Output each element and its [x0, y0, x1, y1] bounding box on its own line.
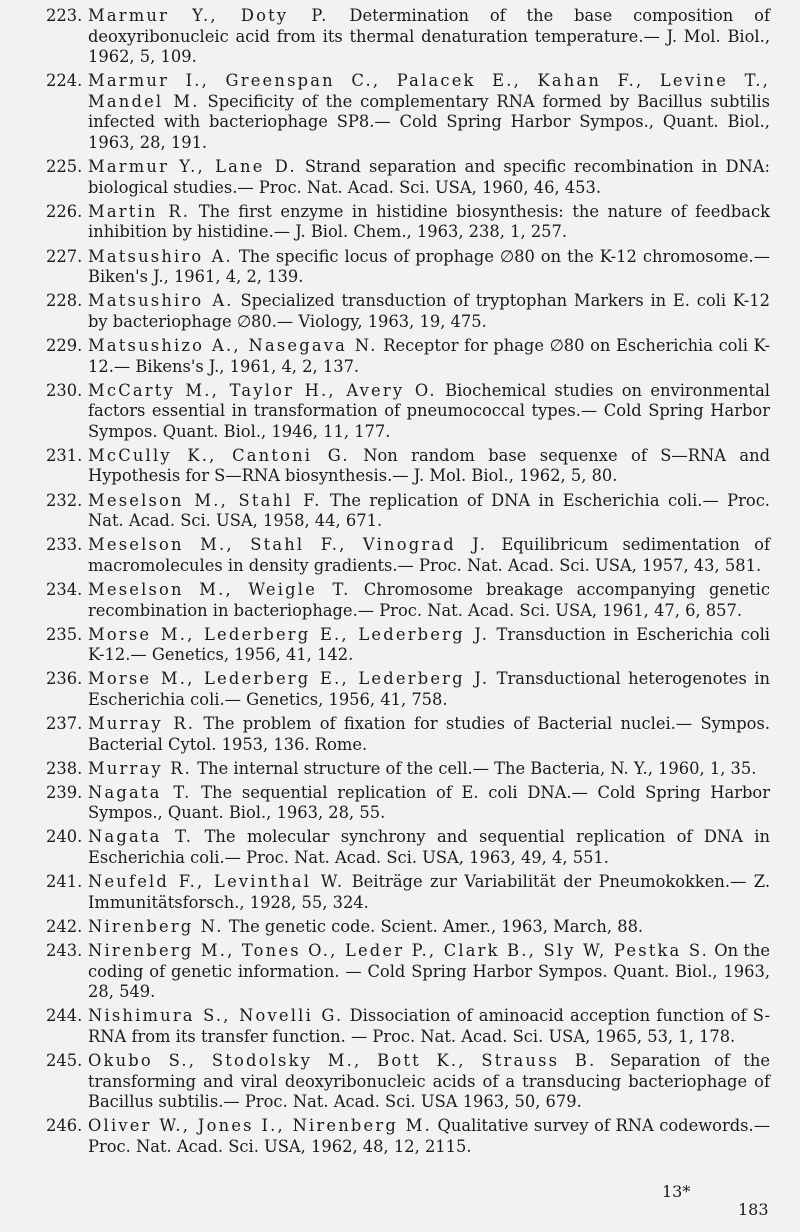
- reference-citation: The replication of DNA in Escherichia coli.— Proc. Nat. Acad. Sci. USA, 1958, 44, 671.: [88, 490, 770, 531]
- reference-citation: Equilibricum sedimentation of macromolecules in density gradients.— Proc. Nat. Acad. Sci. USA, 1957, 43, 581.: [88, 535, 770, 575]
- reference-entry: [46, 335, 770, 377]
- reference-citation: Specificity of the complementary RNA formed by Bacillus subtilis infected with bacteriophage SP8.— Cold Spring Harbor Sympos., Quant. Biol., 1963, 28, 191.: [88, 91, 770, 153]
- reference-authors: Martin R.: [88, 201, 191, 221]
- reference-citation: Non random base sequenxe of S—RNA and Hypothesis for S—RNA biosynthesis.— J. Mol. Biol., 1962, 5, 80.: [88, 445, 771, 486]
- reference-number: 227.: [46, 246, 83, 266]
- reference-number: 226.: [46, 201, 83, 221]
- reference-citation: The first enzyme in histidine biosynthesis: the nature of feedback inhibition by histidine.— J. Biol. Chem., 1963, 238, 1, 257.: [88, 201, 770, 242]
- reference-entry: [46, 916, 770, 938]
- reference-authors: Nirenberg M., Tones O., Leder P., Clark B., Sly W, Pestka S.: [88, 940, 710, 960]
- reference-entry: [46, 758, 770, 780]
- reference-citation: The specific locus of prophage ∅80 on the K-12 chromosome.— Biken's J., 1961, 4, 2, 139.: [88, 246, 770, 287]
- reference-number: 244.: [46, 1006, 83, 1026]
- reference-entry: [46, 782, 770, 824]
- reference-authors: Morse M., Lederberg E., Lederberg J.: [88, 669, 490, 689]
- reference-entry: [46, 1116, 770, 1157]
- reference-number: 231.: [46, 445, 83, 465]
- reference-entry: [46, 579, 771, 621]
- reference-entry: [46, 291, 770, 332]
- reference-authors: Okubo S., Stodolsky M., Bott K., Strauss B.: [88, 1050, 597, 1070]
- reference-authors: Matsushizo A., Nasegava N.: [88, 335, 378, 355]
- reference-citation: Qualitative survey of RNA codewords.— Proc. Nat. Acad. Sci. USA, 1962, 48, 12, 2115.: [88, 1116, 770, 1156]
- reference-entry: [46, 624, 770, 666]
- reference-number: 237.: [46, 714, 83, 733]
- reference-entry: [46, 669, 770, 710]
- reference-number: 233.: [46, 535, 83, 555]
- reference-entry: [46, 6, 770, 68]
- reference-number: 245.: [46, 1050, 83, 1070]
- reference-authors: Matsushiro A.: [88, 246, 233, 266]
- reference-entry: [46, 714, 770, 755]
- reference-citation: The molecular synchrony and sequential replication of DNA in Escherichia coli.— Proc. Nat. Acad. Sci. USA, 1963, 49, 4, 551.: [88, 827, 770, 868]
- reference-authors: Nishimura S., Novelli G.: [88, 1006, 344, 1026]
- reference-citation: Biochemical studies on environmental factors essential in transformation of pneumococcal types.— Cold Spring Harbor Sympos. Quant. Biol., 1946, 11, 177.: [88, 380, 770, 441]
- reference-number: 240.: [46, 827, 83, 847]
- reference-list: [46, 6, 771, 1157]
- reference-entry: [46, 71, 770, 153]
- reference-entry: [46, 940, 770, 1003]
- reference-authors: Oliver W., Jones I., Nirenberg M.: [88, 1116, 432, 1136]
- reference-number: 224.: [46, 71, 83, 91]
- reference-citation: The problem of fixation for studies of Bacterial nuclei.— Sympos. Bacterial Cytol. 1953, 136. Rome.: [88, 714, 770, 754]
- reference-authors: Marmur Y., Doty P.: [88, 6, 329, 25]
- reference-authors: Meselson M., Stahl F.: [88, 490, 322, 510]
- reference-authors: Neufeld F., Levinthal W.: [88, 872, 345, 892]
- reference-authors: Murray R.: [88, 758, 193, 778]
- reference-authors: McCully K., Cantoni G.: [88, 445, 350, 465]
- reference-authors: Meselson M., Weigle T.: [88, 579, 351, 599]
- reference-entry: [46, 535, 770, 576]
- reference-citation: Transductional heterogenotes in Escherichia coli.— Genetics, 1956, 41, 758.: [88, 669, 770, 709]
- reference-citation: Determination of the base composition of deoxyribonucleic acid from its thermal denaturation temperature.— J. Mol. Biol., 1962, 5, 109.: [88, 6, 770, 67]
- reference-number: 228.: [46, 291, 83, 311]
- reference-authors: Nagata T.: [88, 782, 192, 802]
- reference-entry: [46, 872, 770, 913]
- reference-number: 230.: [46, 380, 83, 400]
- reference-number: 225.: [46, 157, 83, 177]
- reference-entry: [46, 490, 770, 532]
- reference-entry: [46, 201, 770, 243]
- reference-citation: On the coding of genetic information. — Cold Spring Harbor Sympos. Quant. Biol., 1963, 28, 549.: [88, 940, 770, 1002]
- reference-authors: Marmur I., Greenspan C., Palacek E., Kahan F., Levine T., Mandel M.: [88, 71, 770, 111]
- reference-citation: Dissociation of aminoacid acception function of S-RNA from its transfer function. — Proc. Nat. Acad. Sci. USA, 1965, 53, 1, 178.: [88, 1006, 770, 1046]
- reference-number: 241.: [46, 872, 83, 892]
- reference-authors: Murray R.: [88, 714, 196, 733]
- reference-citation: Receptor for phage ∅80 on Escherichia coli K-12.— Bikens's J., 1961, 4, 2, 137.: [88, 335, 770, 376]
- reference-entry: [46, 1050, 770, 1113]
- reference-number: 223.: [46, 6, 83, 25]
- reference-authors: Marmur Y., Lane D.: [88, 157, 297, 177]
- reference-citation: The internal structure of the cell.— The Bacteria, N. Y., 1960, 1, 35.: [192, 758, 757, 778]
- reference-number: 235.: [46, 624, 83, 644]
- reference-citation: Separation of the transforming and viral deoxyribonucleic acids of a transducing bacteriophage of Bacillus subtilis.— Proc. Nat. Acad. Sci. USA 1963, 50, 679.: [88, 1050, 770, 1112]
- reference-authors: Nagata T.: [88, 827, 194, 847]
- reference-number: 242.: [46, 916, 83, 936]
- reference-entry: [46, 157, 770, 198]
- page-number: 183: [738, 1200, 769, 1219]
- reference-number: 239.: [46, 782, 83, 802]
- reference-authors: Matsushiro A.: [88, 291, 234, 311]
- reference-entry: [46, 445, 771, 487]
- reference-entry: [46, 1006, 770, 1047]
- reference-entry: [46, 380, 770, 443]
- reference-authors: Morse M., Lederberg E., Lederberg J.: [88, 624, 490, 644]
- reference-number: 232.: [46, 490, 83, 510]
- reference-number: 246.: [46, 1116, 83, 1136]
- reference-number: 243.: [46, 940, 83, 960]
- reference-citation: Transduction in Escherichia coli K-12.— Genetics, 1956, 41, 142.: [88, 624, 770, 665]
- reference-citation: The genetic code. Scient. Amer., 1963, March, 88.: [223, 916, 644, 936]
- reference-citation: Beiträge zur Variabilität der Pneumokokken.— Z. Immunitätsforsch., 1928, 55, 324.: [88, 872, 770, 912]
- reference-number: 238.: [46, 758, 83, 778]
- reference-authors: Nirenberg N.: [88, 916, 224, 936]
- reference-citation: Strand separation and specific recombination in DNA: biological studies.— Proc. Nat. Acad. Sci. USA, 1960, 46, 453.: [88, 157, 770, 197]
- reference-authors: Meselson M., Stahl F., Vinograd J.: [88, 535, 488, 555]
- reference-number: 234.: [46, 579, 83, 599]
- reference-authors: McCarty M., Taylor H., Avery O.: [88, 380, 437, 400]
- reference-citation: The sequential replication of E. coli DNA.— Cold Spring Harbor Sympos., Quant. Biol., 1963, 28, 55.: [88, 782, 770, 823]
- signature-mark: 13*: [662, 1182, 691, 1201]
- page-footer: [0, 1182, 800, 1232]
- reference-citation: Chromosome breakage accompanying genetic recombination in bacteriophage.— Proc. Nat. Acad. Sci. USA, 1961, 47, 6, 857.: [88, 579, 771, 620]
- reference-number: 236.: [46, 669, 83, 689]
- reference-citation: Specialized transduction of tryptophan Markers in E. coli K-12 by bacteriophage ∅80.— Viology, 1963, 19, 475.: [88, 291, 770, 331]
- reference-entry: [46, 246, 770, 288]
- reference-entry: [46, 827, 770, 868]
- reference-number: 229.: [46, 335, 83, 355]
